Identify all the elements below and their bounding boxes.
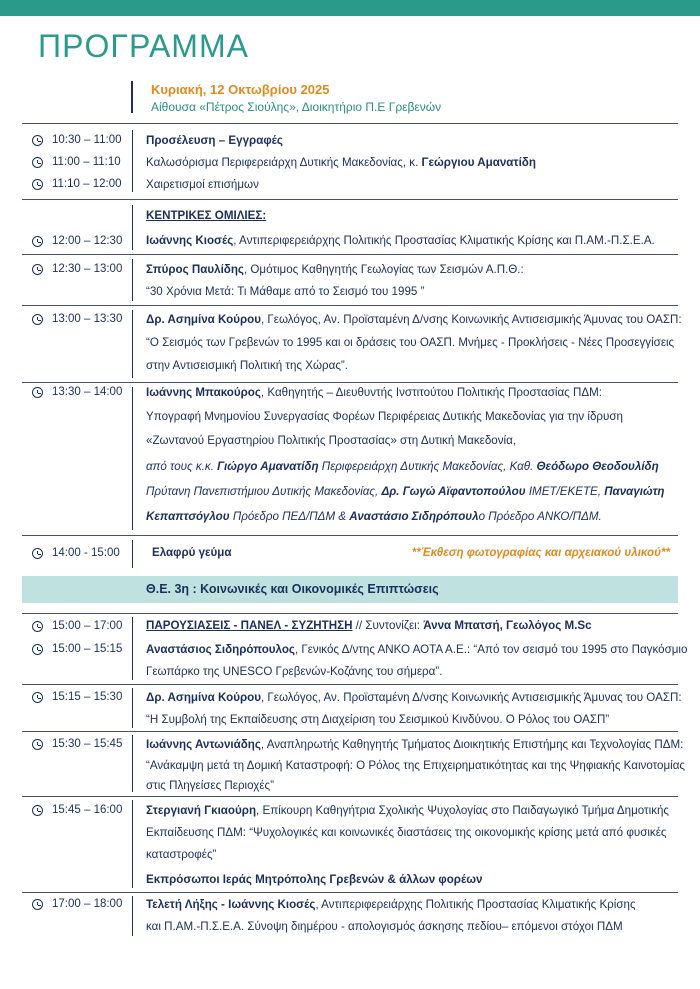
speaker-name: Αναστάσιος Σιδηρόπουλος — [146, 643, 295, 656]
exhibition-note: **Έκθεση φωτογραφίας και αρχειακού υλικού** — [411, 546, 670, 559]
clock-icon — [32, 805, 43, 816]
clock-icon — [32, 621, 43, 632]
timeline-divider — [132, 310, 133, 378]
time-slot: 11:00 – 11:10 — [52, 156, 121, 168]
text: Καλωσόρισμα Περιφερειάρχη Δυτικής Μακεδονίας, κ. — [146, 156, 422, 169]
session-title: Προσέλευση – Εγγραφές — [146, 134, 283, 147]
timeline-divider — [132, 896, 133, 936]
time-slot: 15:30 – 15:45 — [52, 738, 123, 750]
talk-title: Εκπαίδευσης ΠΔΜ: “Ψυχολογικές και κοινωνικές διαστάσεις της οικονομικής κρίσης μετά από φυσικές — [146, 826, 667, 839]
clock-icon — [32, 692, 43, 703]
speaker-name: Σπύρος Παυλίδης — [146, 263, 244, 276]
text: , Ομότιμος Καθηγητής Γεωλογίας των Σεισμών Α.Π.Θ.: — [243, 263, 524, 276]
speaker-name: Δρ. Ασημίνα Κούρου — [146, 691, 261, 704]
text: , Αντιπεριφερειάρχης Πολιτικής Προστασίας Κλιματικής Κρίσης και Π.ΑΜ.-Π.Σ.Ε.Α. — [233, 234, 655, 247]
session-line: Χαιρετισμοί επισήμων — [146, 178, 259, 191]
clock-icon — [32, 179, 43, 190]
talk-title: καταστροφές” — [146, 848, 217, 861]
text: , Επίκουρη Καθηγήτρια Σχολικής Ψυχολογίας στο Παιδαγωγικό Τμήμα Δημοτικής — [256, 804, 670, 817]
time-slot: 14:00 - 15:00 — [52, 547, 120, 559]
divider — [22, 199, 678, 200]
timeline-divider — [132, 540, 133, 568]
text: από τους κ.κ. — [146, 460, 218, 473]
session-line — [146, 263, 524, 277]
talk-title: στην Αντισεισμική Πολιτική της Χώρας”. — [146, 359, 348, 372]
text: , Αναπληρωτής Καθηγητής Τμήματος Διοικητικής Επιστήμης και Τεχνολογίας ΠΔΜ: — [260, 738, 684, 751]
speaker-name: Τελετή Λήξης - Ιωάννης Κιοσές — [146, 898, 316, 911]
text: Πρόεδρο ΠΕΔ/ΠΔΜ & — [229, 510, 350, 523]
session-line — [146, 619, 592, 633]
session-line — [146, 898, 636, 912]
session-line — [146, 386, 602, 400]
clock-icon — [32, 644, 43, 655]
divider — [22, 123, 678, 124]
text: , Γεωλόγος, Αν. Προϊσταμένη Δ/νσης Κοινωνικής Αντισεισμικής Άμυνας του ΟΑΣΠ: — [260, 691, 682, 704]
time-slot: 12:30 – 13:00 — [52, 263, 123, 275]
session-line: Υπογραφή Μνημονίου Συνεργασίας Φορέων Περιφέρειας Δυτικής Μακεδονίας για την ίδρυση — [146, 410, 623, 423]
text: , Καθηγητής – Διευθυντής Ινστιτούτου Πολιτικής Προστασίας ΠΔΜ: — [260, 386, 602, 399]
clock-icon — [32, 548, 43, 559]
clock-icon — [32, 264, 43, 275]
talk-title: “30 Χρόνια Μετά: Τι Μάθαμε από το Σεισμό του 1995 ” — [146, 285, 425, 298]
clock-icon — [32, 236, 43, 247]
speaker-name: Γιώργο Αμανατίδη — [217, 460, 319, 473]
session-line — [146, 485, 665, 499]
text: , Γενικός Δ/ντης ΑΝΚΟ ΑΟΤΑ Α.Ε.: “Από τον σεισμό του 1995 στο Παγκόσμιο — [294, 643, 688, 656]
theme-title: Θ.Ε. 3η : Κοινωνικές και Οικονομικές Επιπτώσεις — [146, 582, 439, 596]
time-slot: 15:15 – 15:30 — [52, 691, 123, 703]
timeline-divider — [132, 800, 133, 888]
clock-icon — [32, 157, 43, 168]
divider — [22, 613, 678, 614]
text: , Αντιπεριφερειάρχης Πολιτικής Προστασίας Κλιματικής Κρίσης — [315, 898, 636, 911]
timeline-divider — [132, 205, 133, 250]
speaker-name: Αναστάσιο Σιδηρόπουλ — [349, 510, 479, 523]
time-slot: 12:00 – 12:30 — [52, 235, 123, 247]
divider — [22, 305, 678, 306]
timeline-divider — [132, 617, 133, 680]
session-line — [146, 804, 669, 818]
timeline-divider — [132, 130, 133, 192]
speaker-name: Δρ. Ασημίνα Κούρου — [146, 313, 261, 326]
divider — [22, 684, 678, 685]
divider — [22, 535, 678, 536]
time-slot: 17:00 – 18:00 — [52, 898, 123, 910]
speaker-name: Θεόδωρο Θεοδουλίδη — [536, 460, 659, 473]
event-venue: Αίθουσα «Πέτρος Σιούλης», Διοικητήριο Π.Ε Γρεβενών — [151, 100, 442, 114]
talk-title: Γεωπάρκο της UNESCO Γρεβενών-Κοζάνης του σήμερα”. — [146, 665, 443, 678]
text: Περιφερειάρχη Δυτικής Μακεδονίας, Καθ. — [318, 460, 537, 473]
speaker-name: Κεπαπτσόγλου — [146, 510, 230, 523]
speaker-name: Γεώργιου Αμανατίδη — [421, 156, 536, 169]
session-line: «Ζωντανού Εργαστηρίου Πολιτικής Προστασίας» στη Δυτική Μακεδονία, — [146, 434, 517, 447]
talk-title: “Ανάκαμψη μετά τη Δομική Καταστροφή: Ο Ρόλος της Επιχειρηματικότητας και της Ψηφιακής Καινοτομίας — [146, 759, 686, 772]
clock-icon — [32, 739, 43, 750]
speaker-name: Ιωάννης Μπακούρος — [146, 386, 261, 399]
timeline-divider — [132, 259, 133, 301]
divider — [22, 254, 678, 255]
session-line — [146, 643, 687, 657]
page-title: ΠΡΟΓΡΑΜΜΑ — [38, 28, 249, 64]
clock-icon — [32, 314, 43, 325]
time-slot: 11:10 – 12:00 — [52, 178, 122, 190]
speaker-name: Ιωάννης Κιοσές — [146, 234, 234, 247]
session-line — [146, 234, 655, 248]
time-slot: 15:00 – 17:00 — [52, 620, 123, 632]
session-line — [146, 691, 682, 705]
session-line — [146, 510, 602, 524]
time-slot: 10:30 – 11:00 — [52, 134, 122, 146]
time-slot: 13:00 – 13:30 — [52, 313, 123, 325]
session-line — [146, 156, 536, 170]
text: // Συντονίζει: — [352, 619, 424, 632]
session-line — [146, 460, 659, 474]
panel-title: ΠΑΡΟΥΣΙΑΣΕΙΣ - ΠΑΝΕΛ - ΣΥΖΗΤΗΣΗ — [146, 619, 353, 632]
section-heading: ΚΕΝΤΡΙΚΕΣ ΟΜΙΛΙΕΣ: — [146, 209, 267, 222]
divider — [22, 731, 678, 732]
divider — [22, 382, 678, 383]
session-line: και Π.ΑΜ.-Π.Σ.Ε.Α. Σύνοψη διημέρου - απολογισμός άσκησης πεδίου– επόμενοι στόχοι ΠΔΜ — [146, 920, 623, 933]
session-line — [146, 313, 682, 327]
timeline-divider — [132, 387, 133, 530]
speaker-name: Παναγιώτη — [604, 485, 665, 498]
talk-title: “Ο Σεισμός των Γρεβενών το 1995 και οι δράσεις του ΟΑΣΠ. Μνήμες - Προκλήσεις - Νέες Προσεγγίσεις — [146, 336, 675, 349]
timeline-divider — [132, 688, 133, 728]
clock-icon — [32, 899, 43, 910]
timeline-divider — [132, 735, 133, 792]
header-divider — [131, 81, 133, 113]
top-accent-bar — [0, 0, 700, 16]
text: ΙΜΕΤ/ΕΚΕΤΕ, — [525, 485, 605, 498]
lunch-label: Ελαφρύ γεύμα — [152, 546, 232, 559]
speaker-name: Δρ. Γωγώ Αϊφαντοπούλου — [381, 485, 526, 498]
time-slot: 15:00 – 15:15 — [52, 643, 123, 655]
divider — [22, 796, 678, 797]
talk-title: στις Πληγείσες Περιοχές” — [146, 779, 274, 792]
time-slot: 15:45 – 16:00 — [52, 804, 123, 816]
divider — [22, 892, 678, 893]
clock-icon — [32, 135, 43, 146]
clock-icon — [32, 387, 43, 398]
session-line — [146, 738, 683, 752]
moderator-name: Άννα Μπατσή, Γεωλόγος M.Sc — [423, 619, 592, 632]
talk-title: “Η Συμβολή της Εκπαίδευσης στη Διαχείριση του Σεισμικού Κινδύνου. Ο Ρόλος του ΟΑΣΠ” — [146, 713, 610, 726]
speaker-name: Στεργιανή Γκιαούρη — [146, 804, 257, 817]
time-slot: 13:30 – 14:00 — [52, 386, 123, 398]
text: , Γεωλόγος, Αν. Προϊσταμένη Δ/νσης Κοινωνικής Αντισεισμικής Άμυνας του ΟΑΣΠ: — [260, 313, 682, 326]
speaker-name: Ιωάννης Αντωνιάδης — [146, 738, 261, 751]
text: Πρύτανη Πανεπιστήμιου Δυτικής Μακεδονίας, — [146, 485, 382, 498]
session-title: Εκπρόσωποι Ιεράς Μητρόπολης Γρεβενών & άλλων φορέων — [146, 873, 483, 886]
text: ο Πρόεδρο ΑΝΚΟ/ΠΔΜ. — [478, 510, 602, 523]
event-date: Κυριακή, 12 Οκτωβρίου 2025 — [151, 82, 330, 97]
